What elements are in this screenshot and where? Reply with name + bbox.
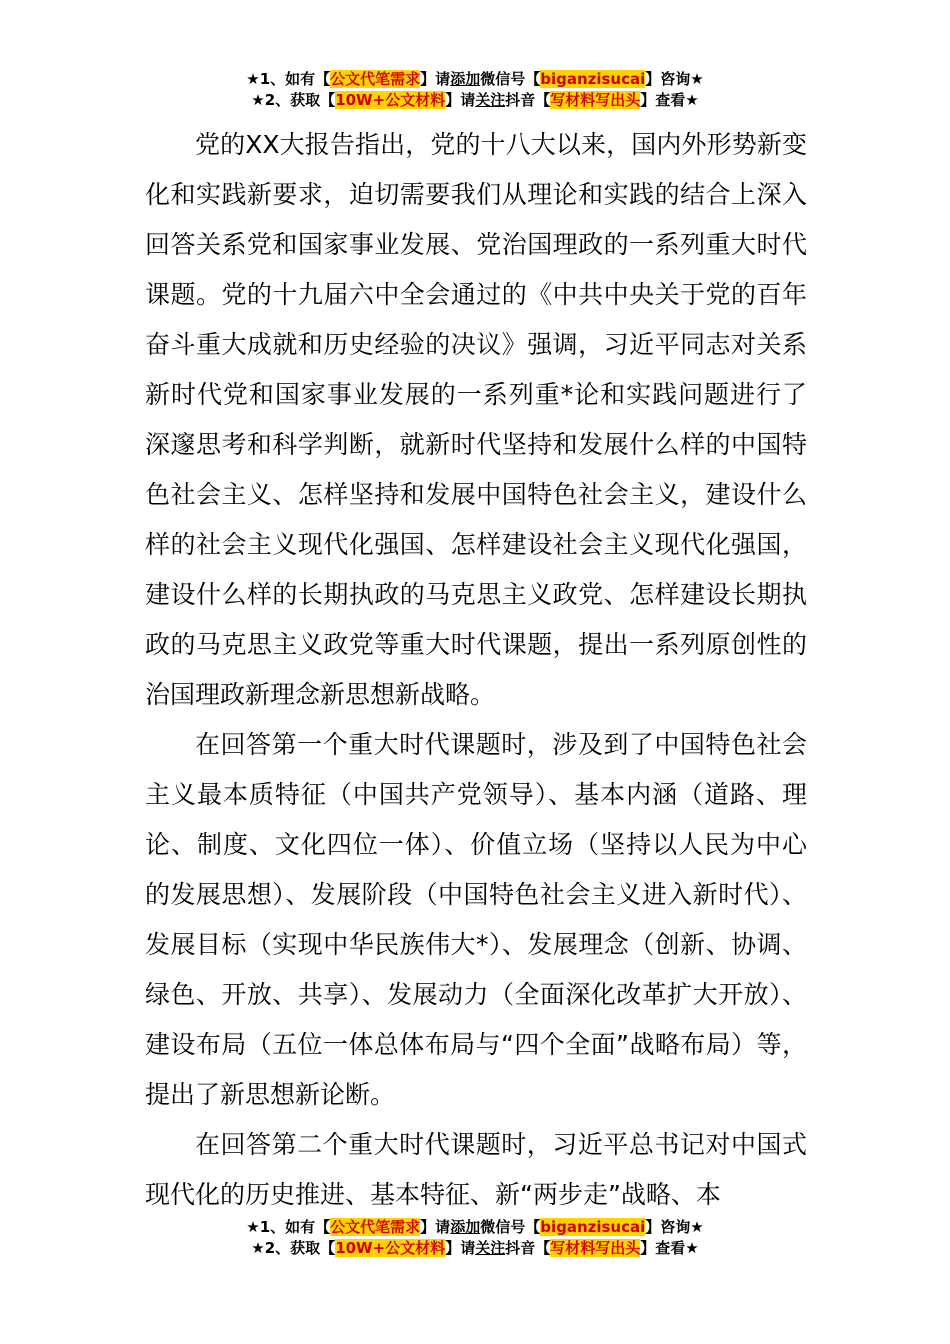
body-paragraph: 在回答第二个重大时代课题时，习近平总书记对中国式现代化的历史推进、基本特征、新“两步走”战略、本 [145,1130,807,1209]
banner-suffix: 】咨询★ [645,70,704,88]
banner-suffix: 】咨询★ [645,1218,704,1236]
banner-text: 】请 [420,70,451,88]
highlight-douyin-account: 写材料写出头 [550,1239,641,1257]
banner-prefix: ★1、如有【 [246,70,331,88]
header-banner [0,69,950,111]
highlight-materials: 10W+公文材料 [335,1239,446,1257]
banner-underlined-text: 添加 [450,1218,481,1236]
banner-text: 】请 [445,91,476,109]
banner-text: 微信号【 [480,70,541,88]
banner-suffix: 】查看★ [640,1239,699,1257]
banner-suffix: 】查看★ [640,91,699,109]
banner-text: 抖音【 [505,1239,551,1257]
banner-line-1 [0,1217,950,1238]
banner-line-1 [0,69,950,90]
highlight-douyin-account: 写材料写出头 [550,91,641,109]
banner-text: 】请 [420,1218,451,1236]
banner-underlined-text: 关注 [475,1239,506,1257]
banner-text: 微信号【 [480,1218,541,1236]
banner-prefix: ★2、获取【 [251,91,336,109]
footer-banner [0,1217,950,1259]
document-body [145,120,807,1220]
banner-prefix: ★1、如有【 [246,1218,331,1236]
highlight-materials: 10W+公文材料 [335,91,446,109]
highlight-wechat-id: biganzisucai [540,70,646,88]
body-paragraph: 在回答第一个重大时代课题时，涉及到了中国特色社会主义最本质特征（中国共产党领导）、基本内涵（道路、理论、制度、文化四位一体）、价值立场（坚持以人民为中心的发展思想）、发展阶段（中国特色社会主义进入新时代）、发展目标（实现中华民族伟大*）、发展理念（创新、协调、绿色、开放、共享）、发展动力（全面深化改革扩大开放）、建设布局（五位一体总体布局与“四个全面”战略布局）等，提出了新思想新论断。 [145,730,807,1109]
banner-underlined-text: 添加 [450,70,481,88]
banner-underlined-text: 关注 [475,91,506,109]
highlight-service: 公文代笔需求 [330,70,421,88]
banner-line-2 [0,1238,950,1259]
banner-text: 抖音【 [505,91,551,109]
body-paragraph: 党的XX大报告指出，党的十八大以来，国内外形势新变化和实践新要求，迫切需要我们从理论和实践的结合上深入回答关系党和国家事业发展、党治国理政的一系列重大时代课题。党的十九届六中全会通过的《中共中央关于党的百年奋斗重大成就和历史经验的决议》强调，习近平同志对关系新时代党和国家事业发展的一系列重*论和实践问题进行了深邃思考和科学判断，就新时代坚持和发展什么样的中国特色社会主义、怎样坚持和发展中国特色社会主义，建设什么样的社会主义现代化强国、怎样建设社会主义现代化强国，建设什么样的长期执政的马克思主义政党、怎样建设长期执政的马克思主义政党等重大时代课题，提出一系列原创性的治国理政新理念新思想新战略。 [145,130,807,709]
banner-text: 】请 [445,1239,476,1257]
banner-prefix: ★2、获取【 [251,1239,336,1257]
banner-line-2 [0,90,950,111]
highlight-service: 公文代笔需求 [330,1218,421,1236]
highlight-wechat-id: biganzisucai [540,1218,646,1236]
